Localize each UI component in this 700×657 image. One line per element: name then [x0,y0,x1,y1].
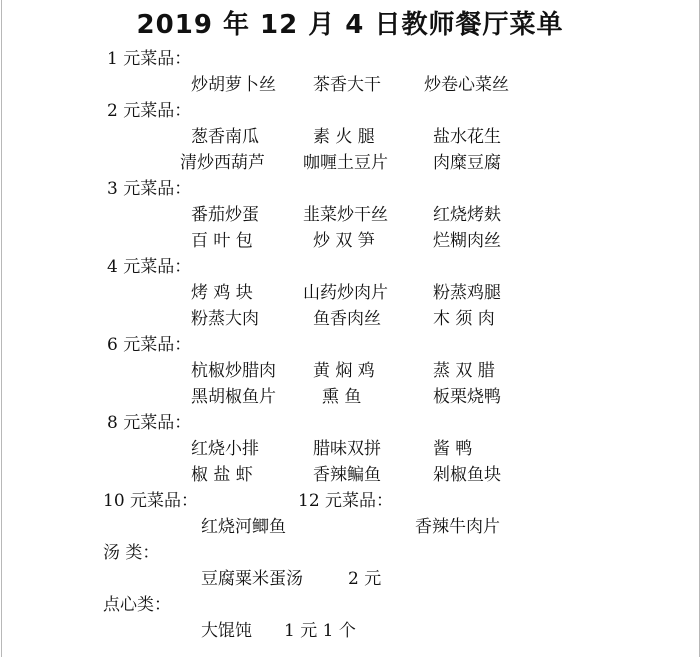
page-title: 2019 年 12 月 4 日教师餐厅菜单 [136,10,564,40]
dish-item: 蒸 双 腊 [433,361,495,381]
category-label-2yuan: 2 元菜品： [107,101,192,121]
dish-item: 咖喱土豆片 [303,153,388,173]
price-text: 1 元 1 个 [284,621,356,641]
category-label-8yuan: 8 元菜品： [107,413,192,433]
dish-item: 酱 鸭 [433,439,473,459]
category-label-3yuan: 3 元菜品： [107,179,192,199]
category-label-dimsum: 点心类： [103,595,171,615]
dish-item: 香辣鳊鱼 [313,465,381,485]
category-label-1yuan: 1 元菜品： [107,49,192,69]
dish-item: 烂糊肉丝 [433,231,501,251]
category-label-12yuan: 12 元菜品： [298,491,394,511]
dish-item: 红烧河鲫鱼 [201,517,286,537]
dish-item: 韭菜炒干丝 [303,205,388,225]
dish-item: 大馄饨 [201,621,252,641]
dish-item: 山药炒肉片 [303,283,388,303]
dish-item: 鱼香肉丝 [313,309,381,329]
dish-item: 素 火 腿 [313,127,375,147]
dish-item: 红烧烤麸 [433,205,501,225]
dish-item: 黄 焖 鸡 [313,361,375,381]
dish-item: 肉糜豆腐 [433,153,501,173]
dish-item: 葱香南瓜 [191,127,259,147]
dish-item: 板栗烧鸭 [433,387,501,407]
dish-item: 杭椒炒腊肉 [191,361,276,381]
dish-item: 炒胡萝卜丝 [191,75,276,95]
category-label-6yuan: 6 元菜品： [107,335,192,355]
dish-item: 木 须 肉 [433,309,495,329]
dish-item: 剁椒鱼块 [433,465,501,485]
dish-item: 番茄炒蛋 [191,205,259,225]
category-label-10yuan: 10 元菜品： [103,491,199,511]
page-edge-left [1,0,2,657]
category-label-4yuan: 4 元菜品： [107,257,192,277]
dish-item: 百 叶 包 [191,231,253,251]
dish-item: 黑胡椒鱼片 [191,387,276,407]
dish-item: 粉蒸鸡腿 [433,283,501,303]
dish-item: 茶香大干 [313,75,381,95]
dish-item: 盐水花生 [433,127,501,147]
dish-item: 豆腐粟米蛋汤 [201,569,303,589]
dish-item: 炒卷心菜丝 [424,75,509,95]
dish-item: 清炒西葫芦 [180,153,265,173]
dish-item: 椒 盐 虾 [191,465,253,485]
dish-item: 粉蒸大肉 [191,309,259,329]
price-text: 2 元 [348,569,382,589]
dish-item: 腊味双拼 [313,439,381,459]
dish-item: 烤 鸡 块 [191,283,253,303]
category-label-soup: 汤 类： [103,543,160,563]
dish-item: 红烧小排 [191,439,259,459]
dish-item: 熏 鱼 [322,387,362,407]
dish-item: 香辣牛肉片 [415,517,500,537]
dish-item: 炒 双 笋 [313,231,375,251]
